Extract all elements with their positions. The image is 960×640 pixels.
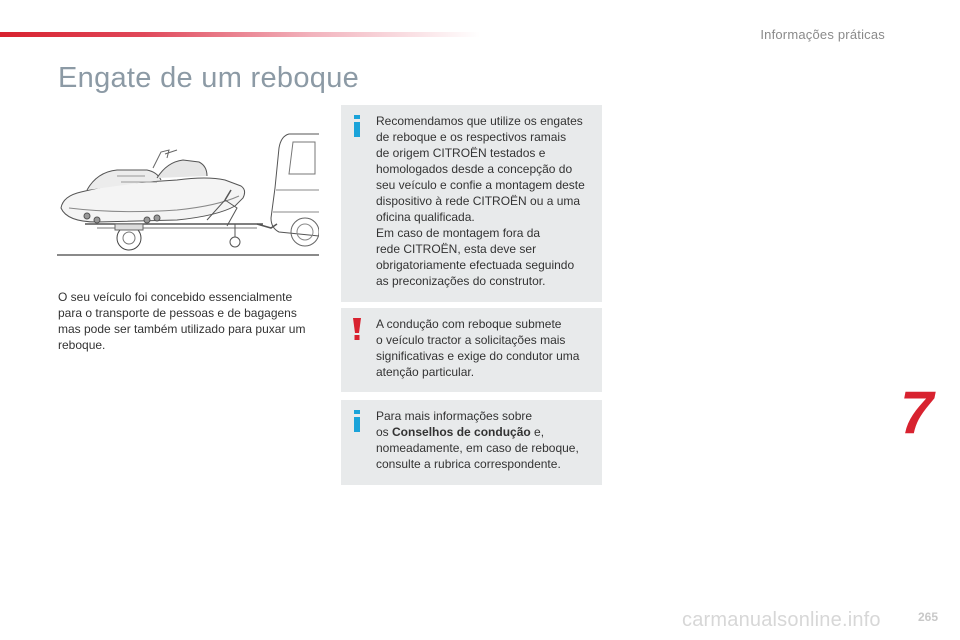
cross-reference-link: Conselhos de condução	[392, 425, 531, 439]
warning-icon	[350, 318, 364, 340]
text-prefix: os	[376, 425, 393, 439]
text-line: Recomendamos que utilize os engates	[376, 114, 583, 128]
text-suffix: e,	[530, 425, 545, 439]
text-line: obrigatoriamente efectuada seguindo	[376, 258, 575, 272]
warning-box-text	[376, 316, 594, 380]
text-line: consulte a rubrica correspondente.	[376, 457, 561, 471]
section-header: Informações práticas	[760, 27, 885, 42]
text-line: A condução com reboque submete	[376, 317, 562, 331]
text-line: significativas e exige do condutor uma	[376, 349, 580, 363]
text-line: o veículo tractor a solicitações mais	[376, 333, 566, 347]
info-box-text	[376, 113, 594, 289]
text-line: Para mais informações sobre	[376, 409, 533, 423]
info-box-recommendation	[341, 105, 602, 302]
info-icon	[350, 410, 364, 432]
watermark: carmanualsonline.info	[682, 609, 881, 631]
text-line: seu veículo e confie a montagem deste	[376, 178, 585, 192]
info-icon	[350, 115, 364, 137]
text-line: dispositivo à rede CITROËN ou a uma	[376, 194, 581, 208]
page-title: Engate de um reboque	[58, 62, 360, 94]
text-line: atenção particular.	[376, 365, 475, 379]
text-line: oficina qualificada.	[376, 210, 475, 224]
text-line: homologados desde a concepção do	[376, 162, 573, 176]
header-accent-bar	[0, 32, 480, 37]
page-number: 265	[917, 610, 938, 624]
text-line: Em caso de montagem fora da	[376, 226, 541, 240]
text-line: rede CITROËN, esta deve ser	[376, 242, 537, 256]
chapter-number: 7	[900, 379, 934, 446]
info-box-text	[376, 408, 594, 472]
text-line: nomeadamente, em caso de reboque,	[376, 441, 579, 455]
text-line: de reboque e os respectivos ramais	[376, 130, 567, 144]
text-line	[376, 424, 594, 440]
text-line: as preconizações do construtor.	[376, 274, 546, 288]
intro-paragraph: O seu veículo foi concebido essencialmente para o transporte de pessoas e de bagagens mas pode ser também utilizado para puxar um reboque.	[58, 290, 306, 352]
text-line: de origem CITROËN testados e	[376, 146, 546, 160]
trailer-illustration	[57, 128, 319, 258]
warning-box-towing	[341, 308, 602, 392]
info-box-driving-advice	[341, 400, 602, 485]
